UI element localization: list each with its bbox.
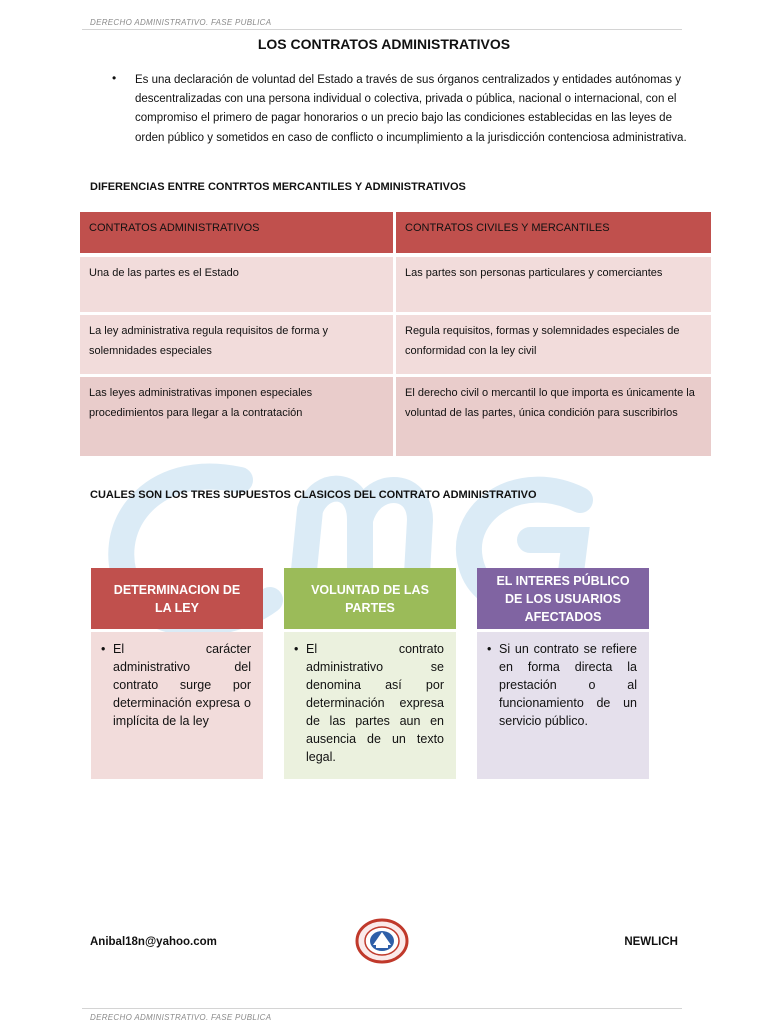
card-text: El carácter administrativo del contrato surge por determinación expresa o implícita de la ley (113, 642, 251, 728)
card-body (91, 632, 263, 779)
card-body (477, 632, 649, 779)
university-seal-icon (355, 918, 409, 964)
table-cell: Regula requisitos, formas y solemnidades especiales de conformidad con la ley civil (396, 315, 711, 374)
table-header-row (80, 212, 711, 253)
card-body (284, 632, 456, 779)
card-title: DETERMINACION DE LA LEY (91, 568, 263, 629)
table-header-cell: CONTRATOS CIVILES Y MERCANTILES (396, 212, 711, 253)
assumptions-heading: CUALES SON LOS TRES SUPUESTOS CLASICOS DEL CONTRATO ADMINISTRATIVO (90, 489, 537, 501)
table-cell: Las partes son personas particulares y comerciantes (396, 257, 711, 312)
differences-heading: DIFERENCIAS ENTRE CONTRTOS MERCANTILES Y ADMINISTRATIVOS (90, 181, 466, 193)
bullet-dot-icon: • (487, 642, 492, 656)
bullet-dot-icon: • (294, 642, 299, 656)
footer-email: Anibal18n@yahoo.com (90, 936, 217, 948)
table-cell: El derecho civil o mercantil lo que importa es únicamente la voluntad de las partes, única condición para suscribirlos (396, 377, 711, 456)
header-rule (82, 29, 682, 30)
table-row (80, 377, 711, 456)
bullet-dot-icon: • (112, 71, 117, 85)
running-footer: DERECHO ADMINISTRATIVO. FASE PUBLICA (90, 1013, 272, 1022)
document-title: LOS CONTRATOS ADMINISTRATIVOS (257, 36, 511, 52)
running-header: DERECHO ADMINISTRATIVO. FASE PUBLICA (90, 18, 272, 27)
table-cell: La ley administrativa regula requisitos de forma y solemnidades especiales (80, 315, 393, 374)
bullet-dot-icon: • (101, 642, 106, 656)
card-title: VOLUNTAD DE LAS PARTES (284, 568, 456, 629)
card-text: El contrato administrativo se denomina así por determinación expresa de las partes aun en ausencia de un texto legal. (306, 642, 444, 764)
footer-brand: NEWLICH (624, 936, 678, 948)
card-title: EL INTERES PÚBLICO DE LOS USUARIOS AFECTADOS (477, 568, 649, 629)
table-header-cell: CONTRATOS ADMINISTRATIVOS (80, 212, 393, 253)
table-cell: Una de las partes es el Estado (80, 257, 393, 312)
definition-text: Es una declaración de voluntad del Estado a través de sus órganos centralizados y entidades autónomas y descentralizadas con una persona individual o colectiva, privada o pública, nacional o internacional, con el compromiso el primero de pagar honorarios o un precio bajo las condiciones establecidas en las leyes de orden público y sometidos en caso de conflicto o incumplimiento a la jurisdicción contenciosa administrativa. (135, 74, 687, 144)
table-row (80, 315, 711, 374)
table-row (80, 257, 711, 312)
card-text: Si un contrato se refiere en forma directa la prestación o al funcionamiento de un servicio público. (499, 642, 637, 728)
table-cell: Las leyes administrativas imponen especiales procedimientos para llegar a la contratación (80, 377, 393, 456)
footer-rule (82, 1008, 682, 1009)
